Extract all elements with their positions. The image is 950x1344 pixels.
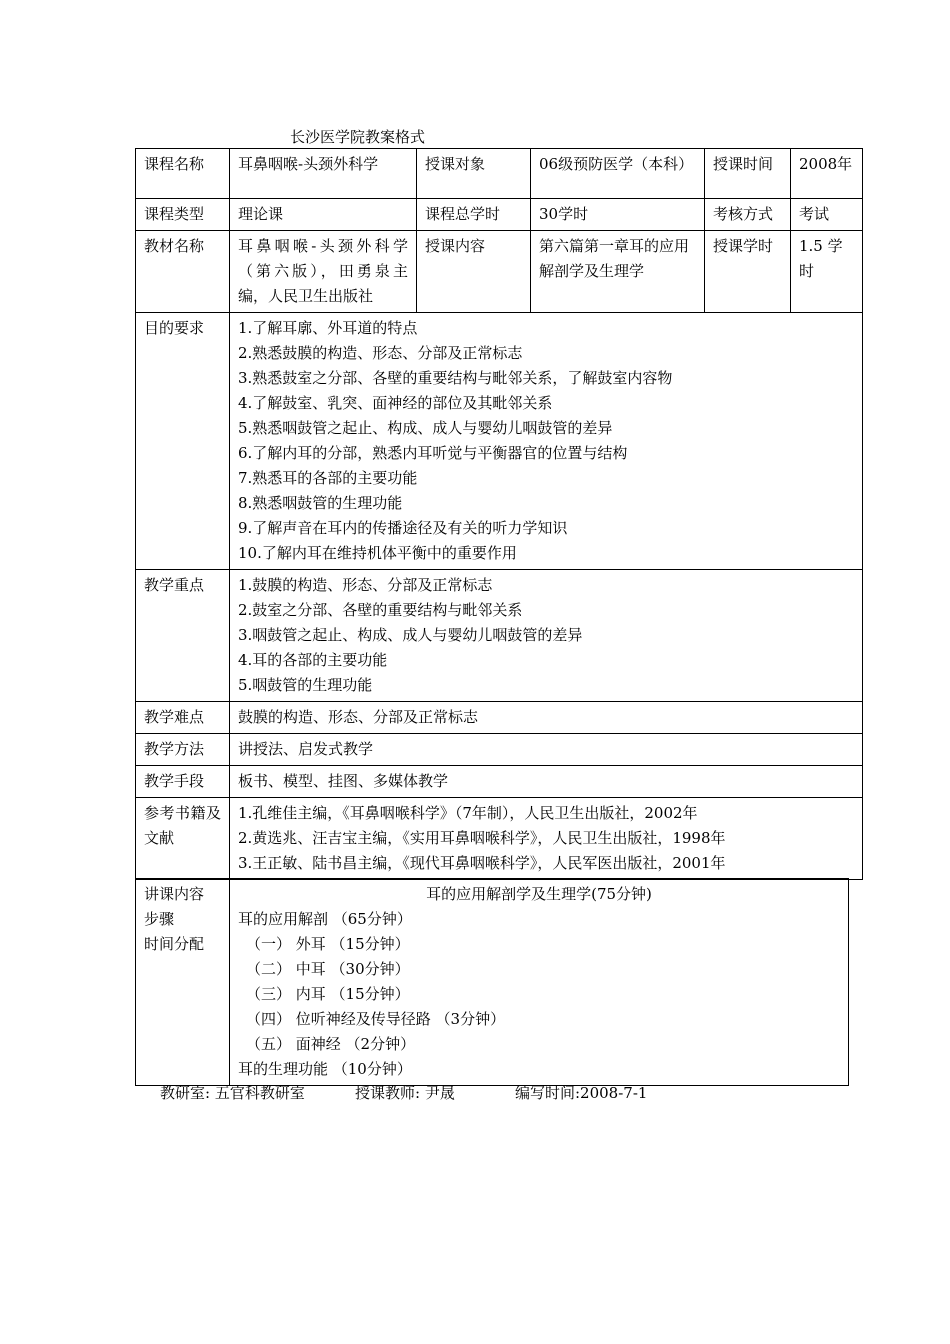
total-hours: 30学时	[531, 199, 705, 231]
footer-date: 编写时间:2008-7-1	[515, 1084, 648, 1102]
method: 讲授法、启发式教学	[230, 734, 863, 766]
list-item: 耳的生理功能 （10分钟）	[238, 1060, 412, 1078]
table-row	[136, 149, 863, 199]
table-row	[136, 766, 863, 798]
course-name: 耳鼻咽喉-头颈外科学	[230, 149, 417, 199]
content: 第六篇第一章耳的应用解剖学及生理学	[531, 231, 705, 313]
list-item: 7.熟悉耳的各部的主要功能	[238, 469, 418, 487]
table-row	[136, 570, 863, 702]
textbook-label: 教材名称	[136, 231, 230, 313]
lecture-label-line: 讲课内容	[144, 885, 205, 903]
list-item: 10.了解内耳在维持机体平衡中的重要作用	[238, 544, 517, 562]
list-item: 8.熟悉咽鼓管的生理功能	[238, 494, 403, 512]
list-item: 2.熟悉鼓膜的构造、形态、分部及正常标志	[238, 344, 523, 362]
list-item: 4.了解鼓室、乳突、面神经的部位及其毗邻关系	[238, 394, 553, 412]
lesson-plan-table	[135, 148, 863, 880]
course-name-label: 课程名称	[136, 149, 230, 199]
list-item: 5.熟悉咽鼓管之起止、构成、成人与婴幼儿咽鼓管的差异	[238, 419, 613, 437]
hours: 1.5 学时	[791, 231, 863, 313]
lecture-content	[230, 879, 849, 1086]
references-label: 参考书籍及文献	[136, 798, 230, 880]
difficulty-label: 教学难点	[136, 702, 230, 734]
table-row	[136, 798, 863, 880]
table-row	[136, 199, 863, 231]
list-item: 耳的应用解剖 （65分钟）	[238, 910, 412, 928]
audience-label: 授课对象	[417, 149, 531, 199]
table-row	[136, 702, 863, 734]
list-item: 3.王正敏、陆书昌主编，《现代耳鼻咽喉科学》，人民军医出版社，2001年	[238, 854, 726, 872]
hours-label: 授课学时	[705, 231, 791, 313]
objectives-list	[230, 313, 863, 570]
list-item: 2.黄选兆、汪吉宝主编，《实用耳鼻咽喉科学》，人民卫生出版社，1998年	[238, 829, 726, 847]
list-item: （四） 位听神经及传导径路 （3分钟）	[246, 1010, 506, 1028]
footer-department: 教研室: 五官科教研室	[160, 1084, 305, 1102]
list-item: 3.熟悉鼓室之分部、各壁的重要结构与毗邻关系，了解鼓室内容物	[238, 369, 673, 387]
list-item: （三） 内耳 （15分钟）	[246, 985, 410, 1003]
list-item: 1.孔维佳主编，《耳鼻咽喉科学》（7年制），人民卫生出版社，2002年	[238, 804, 698, 822]
list-item: （一） 外耳 （15分钟）	[246, 935, 410, 953]
list-item: 5.咽鼓管的生理功能	[238, 676, 373, 694]
list-item: 9.了解声音在耳内的传播途径及有关的听力学知识	[238, 519, 568, 537]
objectives-label: 目的要求	[136, 313, 230, 570]
key-points-list	[230, 570, 863, 702]
list-item: 6.了解内耳的分部，熟悉内耳听觉与平衡器官的位置与结构	[238, 444, 628, 462]
list-item: 4.耳的各部的主要功能	[238, 651, 388, 669]
content-label: 授课内容	[417, 231, 531, 313]
list-item: 1.鼓膜的构造、形态、分部及正常标志	[238, 576, 493, 594]
means: 板书、模型、挂图、多媒体教学	[230, 766, 863, 798]
document-title: 长沙医学院教案格式	[290, 128, 426, 146]
exam-label: 考核方式	[705, 199, 791, 231]
list-item: 3.咽鼓管之起止、构成、成人与婴幼儿咽鼓管的差异	[238, 626, 583, 644]
references-list	[230, 798, 863, 880]
table-row	[136, 879, 849, 1086]
lecture-heading: 耳的应用解剖学及生理学(75分钟)	[426, 885, 652, 903]
lecture-label-line: 步骤	[144, 910, 175, 928]
time: 2008年	[791, 149, 863, 199]
audience: 06级预防医学（本科）	[531, 149, 705, 199]
difficulty: 鼓膜的构造、形态、分部及正常标志	[230, 702, 863, 734]
table-row	[136, 313, 863, 570]
key-points-label: 教学重点	[136, 570, 230, 702]
lecture-table	[135, 878, 849, 1086]
time-label: 授课时间	[705, 149, 791, 199]
type-label: 课程类型	[136, 199, 230, 231]
list-item: （二） 中耳 （30分钟）	[246, 960, 410, 978]
list-item: （五） 面神经 （2分钟）	[246, 1035, 416, 1053]
means-label: 教学手段	[136, 766, 230, 798]
footer-teacher: 授课教师: 尹晟	[355, 1084, 455, 1102]
method-label: 教学方法	[136, 734, 230, 766]
type: 理论课	[230, 199, 417, 231]
textbook: 耳鼻咽喉-头颈外科学（第六版），田勇泉主编，人民卫生出版社	[230, 231, 417, 313]
lecture-label	[136, 879, 230, 1086]
exam: 考试	[791, 199, 863, 231]
total-hours-label: 课程总学时	[417, 199, 531, 231]
lecture-label-line: 时间分配	[144, 935, 205, 953]
table-row	[136, 734, 863, 766]
list-item: 1.了解耳廓、外耳道的特点	[238, 319, 418, 337]
table-row	[136, 231, 863, 313]
list-item: 2.鼓室之分部、各壁的重要结构与毗邻关系	[238, 601, 523, 619]
